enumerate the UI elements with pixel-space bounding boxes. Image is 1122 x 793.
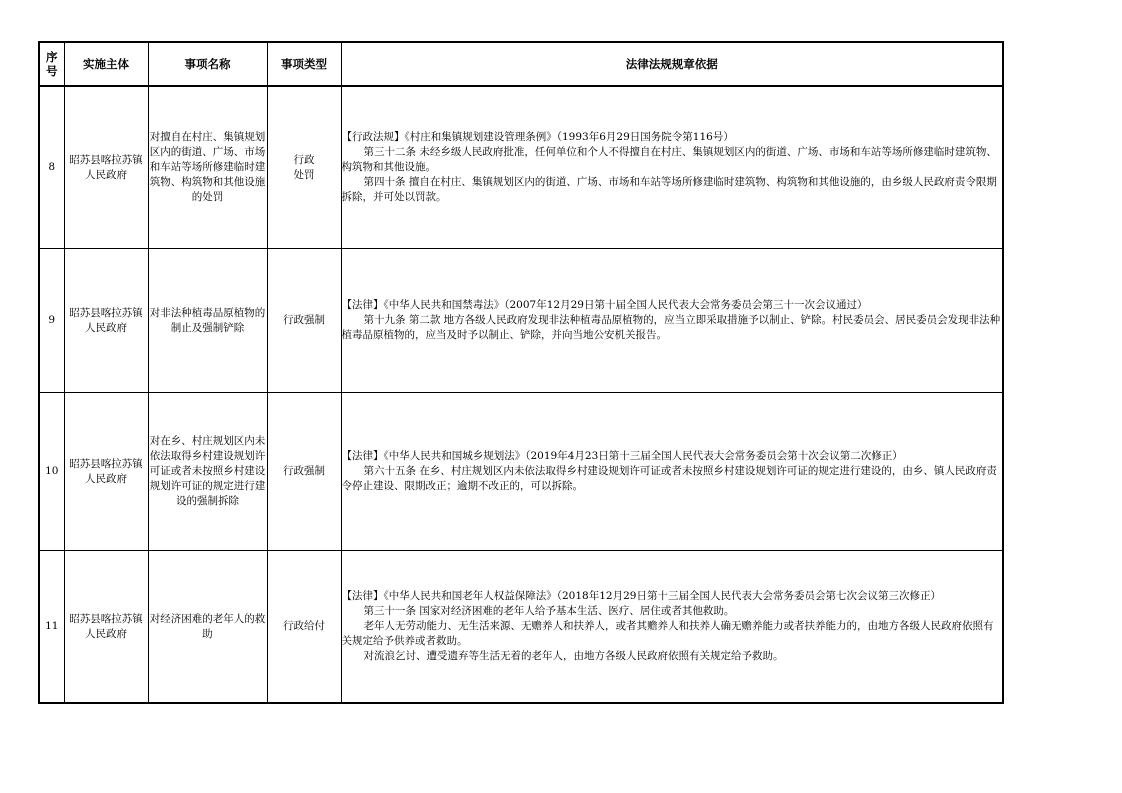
law-citation: 【法律】《中华人民共和国老年人权益保障法》（2018年12月29日第十三届全国人民代表大会常务委员会第七次会议第三次修正） (341, 590, 941, 602)
table-row (39, 551, 1003, 704)
row-num: 8 (39, 86, 64, 249)
law-paragraph: 对流浪乞讨、遭受遗弃等生活无着的老年人，由地方各级人民政府依照有关规定给予救助。 (363, 650, 784, 662)
row-org: 昭苏县喀拉苏镇人民政府 (64, 86, 148, 249)
header-basis: 法律法规规章依据 (341, 42, 1003, 86)
row-type: 行政强制 (267, 393, 341, 551)
row-type: 行政处罚 (267, 86, 341, 249)
header-type: 事项类型 (267, 42, 341, 86)
law-paragraph: 老年人无劳动能力、无生活来源、无赡养人和扶养人，或者其赡养人和扶养人确无赡养能力或者扶养能力的，由地方各级人民政府依照有关规定给予供养或者救助。 (341, 620, 994, 647)
row-item: 对非法种植毒品原植物的制止及强制铲除 (148, 249, 267, 393)
law-citation: 【法律】《中华人民共和国禁毒法》（2007年12月29日第十届全国人民代表大会常务委员会第三十一次会议通过） (341, 299, 868, 311)
row-item: 对在乡、村庄规划区内未依法取得乡村建设规划许可证或者未按照乡村建设规划许可证的规定进行建设的强制拆除 (148, 393, 267, 551)
authority-list-table (38, 41, 1004, 704)
row-item: 对擅自在村庄、集镇规划区内的街道、广场、市场和车站等场所修建临时建筑物、构筑物和其他设施的处罚 (148, 86, 267, 249)
table-row (39, 249, 1003, 393)
law-citation: 【法律】《中华人民共和国城乡规划法》（2019年4月23日第十三届全国人民代表大会常务委员会第十次会议第二次修正） (341, 450, 903, 462)
row-basis (341, 86, 1003, 249)
row-num: 10 (39, 393, 64, 551)
row-type: 行政给付 (267, 551, 341, 704)
row-org: 昭苏县喀拉苏镇人民政府 (64, 249, 148, 393)
row-num: 11 (39, 551, 64, 704)
law-paragraph: 第四十条 擅自在村庄、集镇规划区内的街道、广场、市场和车站等场所修建临时建筑物、构筑物和其他设施的，由乡级人民政府责令限期拆除，并可处以罚款。 (341, 176, 997, 203)
row-org: 昭苏县喀拉苏镇人民政府 (64, 393, 148, 551)
law-citation: 【行政法规】《村庄和集镇规划建设管理条例》（1993年6月29日国务院令第116号） (341, 131, 734, 143)
table-row (39, 393, 1003, 551)
row-num: 9 (39, 249, 64, 393)
row-basis (341, 249, 1003, 393)
law-paragraph: 第十九条 第二款 地方各级人民政府发现非法种植毒品原植物的，应当立即采取措施予以制止、铲除。村民委员会、居民委员会发现非法种植毒品原植物的，应当及时予以制止、铲除，并向当地公安机关报告。 (341, 314, 1001, 341)
law-paragraph: 第三十一条 国家对经济困难的老年人给予基本生活、医疗、居住或者其他救助。 (363, 605, 735, 617)
header-item: 事项名称 (148, 42, 267, 86)
row-org: 昭苏县喀拉苏镇人民政府 (64, 551, 148, 704)
row-type: 行政强制 (267, 249, 341, 393)
header-num: 序号 (39, 42, 64, 86)
row-basis (341, 551, 1003, 704)
table-row (39, 86, 1003, 249)
row-item: 对经济困难的老年人的救助 (148, 551, 267, 704)
table-header-row (39, 42, 1003, 86)
header-org: 实施主体 (64, 42, 148, 86)
law-paragraph: 第六十五条 在乡、村庄规划区内未依法取得乡村建设规划许可证或者未按照乡村建设规划许可证的规定进行建设的，由乡、镇人民政府责令停止建设、限期改正；逾期不改正的，可以拆除。 (341, 465, 997, 492)
law-paragraph: 第三十二条 未经乡级人民政府批准，任何单位和个人不得擅自在村庄、集镇规划区内的街道、广场、市场和车站等场所修建临时建筑物、构筑物和其他设施。 (341, 146, 997, 173)
row-basis (341, 393, 1003, 551)
